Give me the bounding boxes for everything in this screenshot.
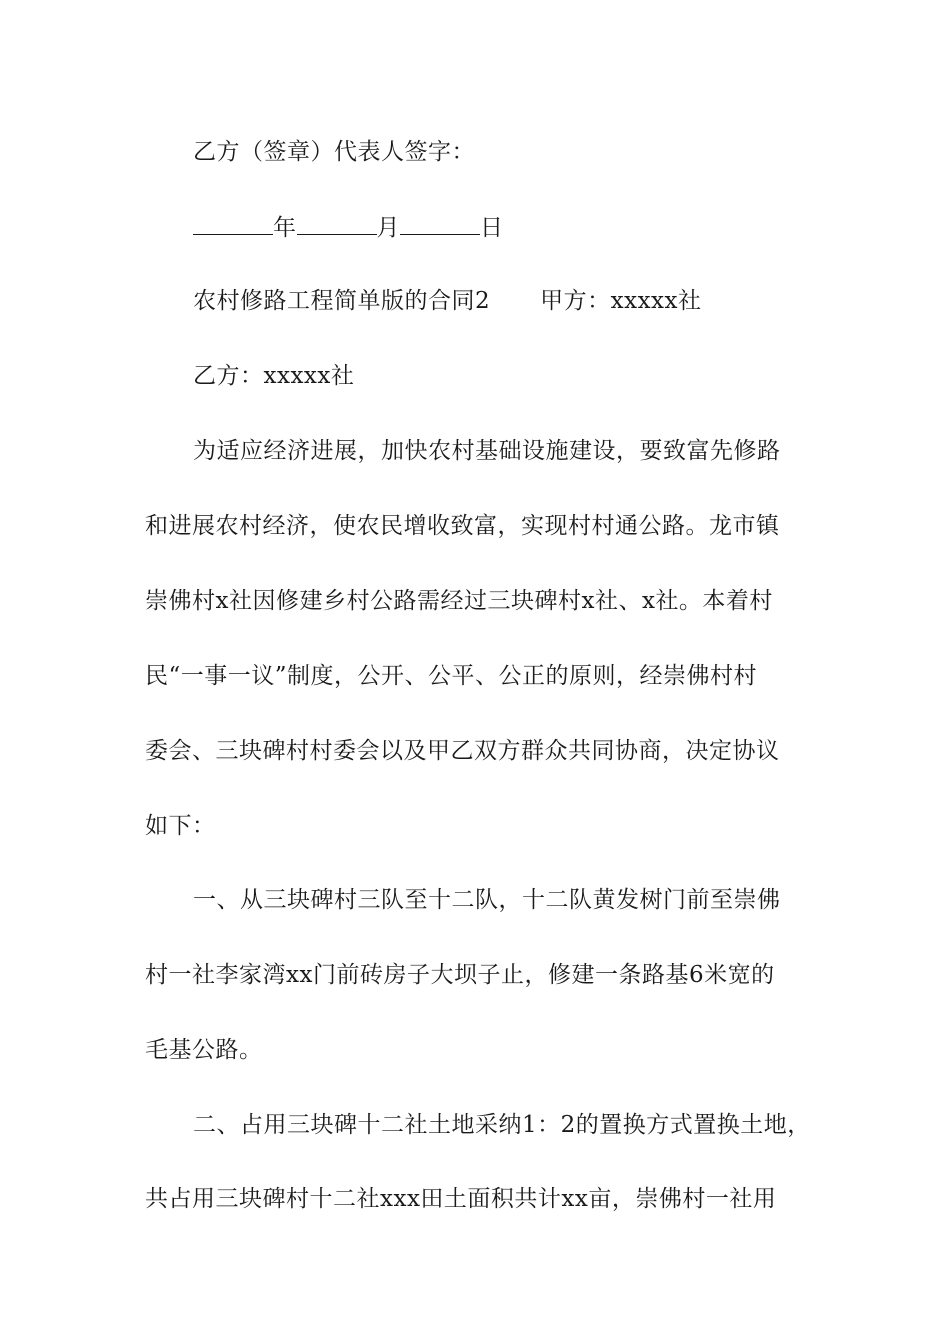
- paragraph-line: 崇佛村x社因修建乡村公路需经过三块碑村x社、x社。本着村: [145, 588, 773, 614]
- contract-title: 农村修路工程简单版的合同2: [193, 288, 491, 314]
- month-label: 月: [376, 215, 400, 241]
- date-line: [193, 212, 810, 243]
- paragraph-line: 和进展农村经济，使农民增收致富，实现村村通公路。龙市镇: [145, 513, 780, 539]
- clause-line: 共占用三块碑村十二社xxx田土面积共计xx亩，崇佛村一社用: [145, 1186, 777, 1212]
- party-b-signature-line: 乙方（签章）代表人签字：: [193, 139, 475, 165]
- party-a: 甲方：xxxxx社: [540, 288, 702, 314]
- clause-line: 二、占用三块碑十二社土地采纳1：2的置换方式置换土地，: [193, 1112, 811, 1138]
- paragraph-line: 如下：: [145, 813, 216, 839]
- day-blank: [400, 212, 480, 235]
- paragraph-line: 委会、三块碑村村委会以及甲乙双方群众共同协商，决定协议: [145, 738, 780, 764]
- party-b: 乙方：xxxxx社: [193, 363, 355, 389]
- clause-line: 毛基公路。: [145, 1037, 263, 1063]
- paragraph-line: 民“一事一议”制度，公开、公平、公正的原则，经崇佛村村: [145, 663, 758, 689]
- paragraph-line: 为适应经济进展，加快农村基础设施建设，要致富先修路: [193, 438, 781, 464]
- day-label: 日: [480, 215, 504, 241]
- month-blank: [297, 212, 377, 235]
- clause-line: 一、从三块碑村三队至十二队，十二队黄发树门前至崇佛: [193, 887, 781, 913]
- year-blank: [193, 212, 273, 235]
- contract-title-line: [193, 286, 810, 316]
- clause-line: 村一社李家湾xx门前砖房子大坝子止，修建一条路基6米宽的: [145, 962, 775, 988]
- year-label: 年: [273, 215, 297, 241]
